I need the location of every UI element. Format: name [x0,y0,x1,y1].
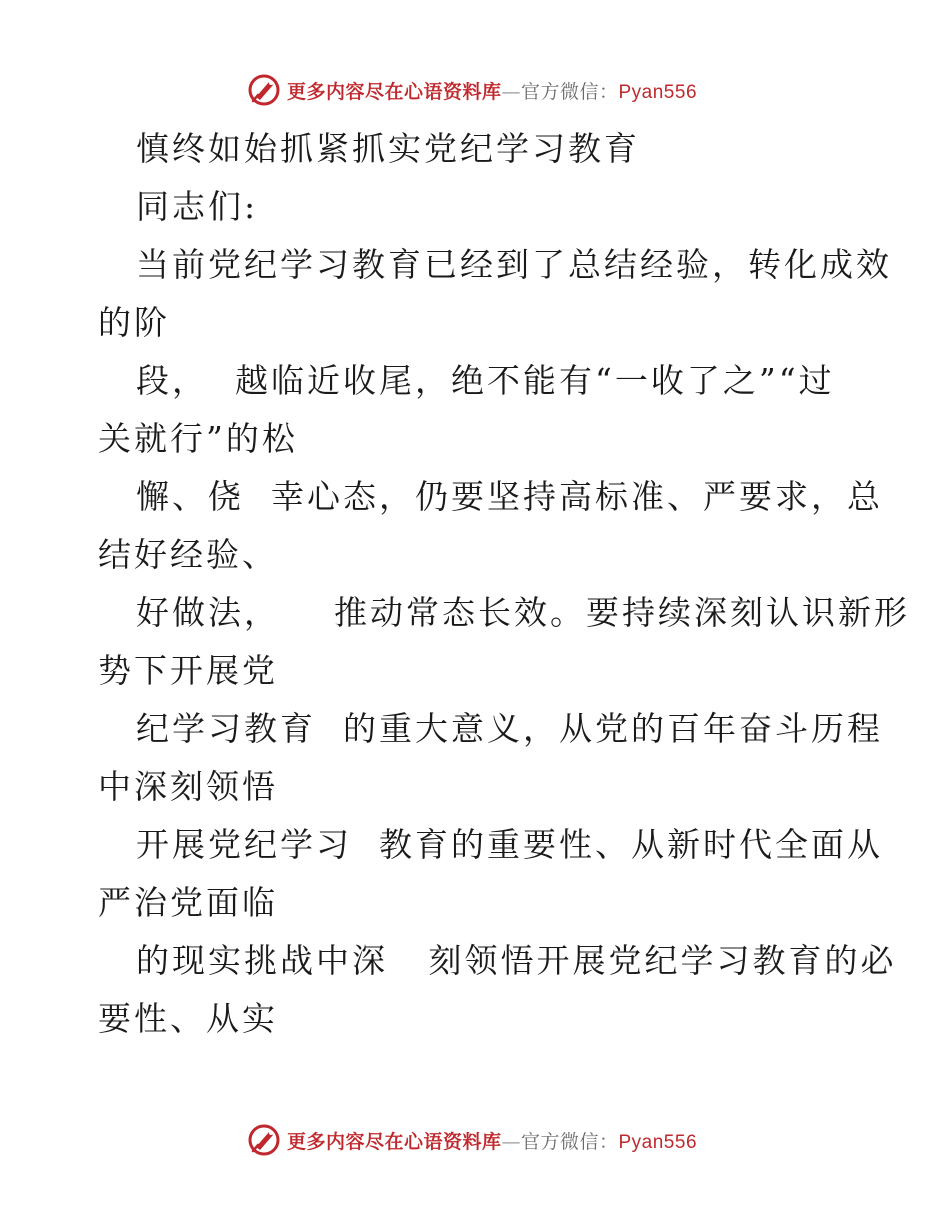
document-title: 慎终如始抓紧抓实党纪学习教育 [136,129,640,168]
header-banner-content [247,73,697,107]
quill-logo-icon [247,73,281,107]
wechat-label: 官方微信： [520,1130,619,1153]
header-banner [0,70,950,110]
footer-banner-content [247,1123,697,1157]
wechat-handle: Pyan556 [618,1131,698,1153]
text-line: 关就行”的松 [98,419,298,458]
header-banner-text [287,77,697,104]
salutation: 同志们: [136,187,259,226]
text-line: 当前党纪学习教育已经到了总结经验，转化成效 [136,245,892,284]
text-line: 要性、从实 [98,999,278,1038]
quill-logo-icon [247,1123,281,1157]
document-body [98,120,910,1048]
text-line: 中深刻领悟 [98,767,278,806]
footer-banner-text [287,1127,697,1154]
footer-banner [0,1120,950,1160]
text-line: 好做法， 推动常态长效。要持续深刻认识新形 [136,593,910,632]
text-line: 的现实挑战中深 刻领悟开展党纪学习教育的必 [136,941,897,980]
text-line: 段， 越临近收尾，绝不能有“一收了之”“过 [136,361,835,400]
text-line: 的阶 [98,303,170,342]
wechat-label: 官方微信： [520,80,619,103]
wechat-handle: Pyan556 [618,81,698,103]
banner-dash: — [501,80,521,103]
site-name: 更多内容尽在心语资料库 [286,80,502,103]
banner-dash: — [501,1130,521,1153]
text-line: 开展党纪学习 教育的重要性、从新时代全面从 [136,825,883,864]
text-line: 势下开展党 [98,651,278,690]
text-line: 懈、侥 幸心态，仍要坚持高标准、严要求，总 [136,477,883,516]
text-line: 结好经验、 [98,535,278,574]
text-line: 严治党面临 [98,883,278,922]
text-line: 纪学习教育 的重大意义，从党的百年奋斗历程 [136,709,883,748]
site-name: 更多内容尽在心语资料库 [286,1130,502,1153]
